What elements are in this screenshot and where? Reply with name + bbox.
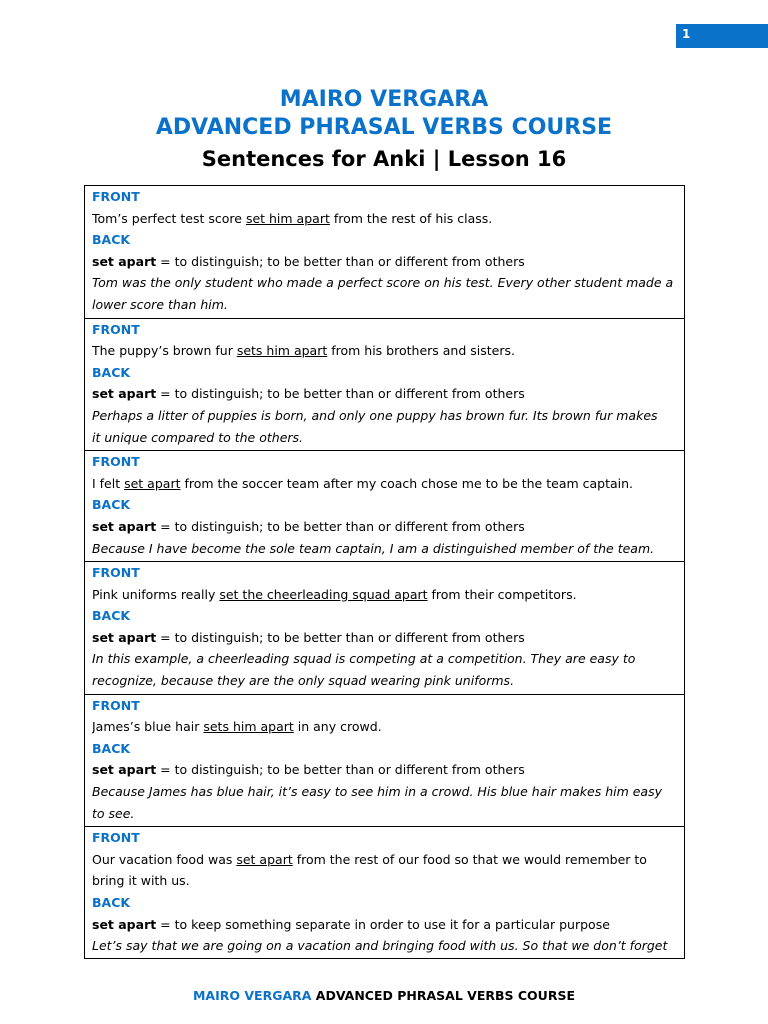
back-label: BACK — [92, 608, 131, 624]
back-label: BACK — [92, 895, 131, 910]
footer-author: MAIRO VERGARA — [192, 988, 312, 1003]
footer-course: ADVANCED PHRASAL VERBS COURSE — [311, 988, 575, 1003]
front-sentence: I felt set apart from the soccer team after my coach chose me to be the team captain. — [92, 475, 634, 491]
explanation-line: recognize, because they are the only squad wearing pink uniforms. — [92, 673, 515, 689]
definition: set apart = to keep something separate in order to use it for a particular purpose — [92, 916, 610, 932]
back-label: BACK — [92, 740, 131, 756]
phrasal-verb-highlight: sets him apart — [203, 719, 294, 735]
lesson-subtitle: Sentences for Anki | Lesson 16 — [201, 147, 567, 171]
page-number-badge — [676, 24, 768, 48]
front-label: FRONT — [92, 830, 140, 846]
back-label: BACK — [92, 364, 131, 380]
author-title: MAIRO VERGARA — [279, 87, 489, 112]
explanation-line: Because James has blue hair, it’s easy to see him in a crowd. His blue hair makes him easy — [92, 784, 662, 800]
page-footer — [0, 988, 768, 1003]
back-label: BACK — [92, 232, 131, 248]
explanation-line: to see. — [92, 805, 135, 821]
explanation-line: Because I have become the sole team captain, I am a distinguished member of the team. — [92, 540, 655, 556]
flashcard — [85, 561, 684, 694]
front-sentence: James’s blue hair sets him apart in any crowd. — [92, 719, 382, 735]
phrasal-verb-highlight: set the cheerleading squad apart — [219, 586, 428, 602]
explanation-line: In this example, a cheerleading squad is competing at a competition. They are easy to — [92, 651, 636, 667]
flashcard — [85, 694, 684, 827]
phrasal-verb-highlight: set apart — [124, 475, 181, 491]
flashcard — [85, 826, 684, 958]
flashcard — [85, 186, 684, 318]
definition: set apart = to distinguish; to be better than or different from others — [92, 762, 525, 778]
front-sentence: Pink uniforms really set the cheerleading squad apart from their competitors. — [92, 586, 577, 602]
front-label: FRONT — [92, 565, 140, 581]
definition: set apart = to distinguish; to be better than or different from others — [92, 386, 525, 402]
front-label: FRONT — [92, 454, 140, 470]
document-header — [0, 86, 768, 175]
phrasal-verb-highlight: sets him apart — [236, 343, 328, 359]
back-label: BACK — [92, 497, 131, 513]
front-label: FRONT — [92, 321, 140, 337]
phrasal-verb-highlight: set apart — [236, 851, 293, 867]
front-sentence: Our vacation food was set apart from the rest of our food so that we would remember to — [92, 851, 647, 867]
explanation-line: Perhaps a litter of puppies is born, and only one puppy has brown fur. Its brown fur makes — [92, 407, 658, 423]
front-sentence: Tom’s perfect test score set him apart from the rest of his class. — [92, 210, 493, 226]
explanation-line: Tom was the only student who made a perfect score on his test. Every other student made a — [92, 275, 674, 291]
flashcard — [85, 450, 684, 561]
phrasal-verb-highlight: set him apart — [245, 210, 330, 226]
front-label: FRONT — [92, 189, 140, 204]
definition: set apart = to distinguish; to be better than or different from others — [92, 518, 525, 534]
explanation-line: Let’s say that we are going on a vacation and bringing food with us. So that we don’t forget — [92, 938, 668, 954]
definition: set apart = to distinguish; to be better than or different from others — [92, 629, 525, 645]
course-title: ADVANCED PHRASAL VERBS COURSE — [155, 115, 613, 140]
flashcard — [85, 318, 684, 451]
page-number: 1 — [682, 27, 691, 41]
front-sentence: The puppy’s brown fur sets him apart from his brothers and sisters. — [92, 343, 515, 359]
explanation-line: it unique compared to the others. — [92, 429, 304, 445]
definition: set apart = to distinguish; to be better than or different from others — [92, 253, 525, 269]
explanation-line: lower score than him. — [92, 296, 228, 312]
front-label: FRONT — [92, 697, 140, 713]
front-sentence-continued: bring it with us. — [92, 873, 190, 889]
flashcard-table — [84, 185, 685, 959]
